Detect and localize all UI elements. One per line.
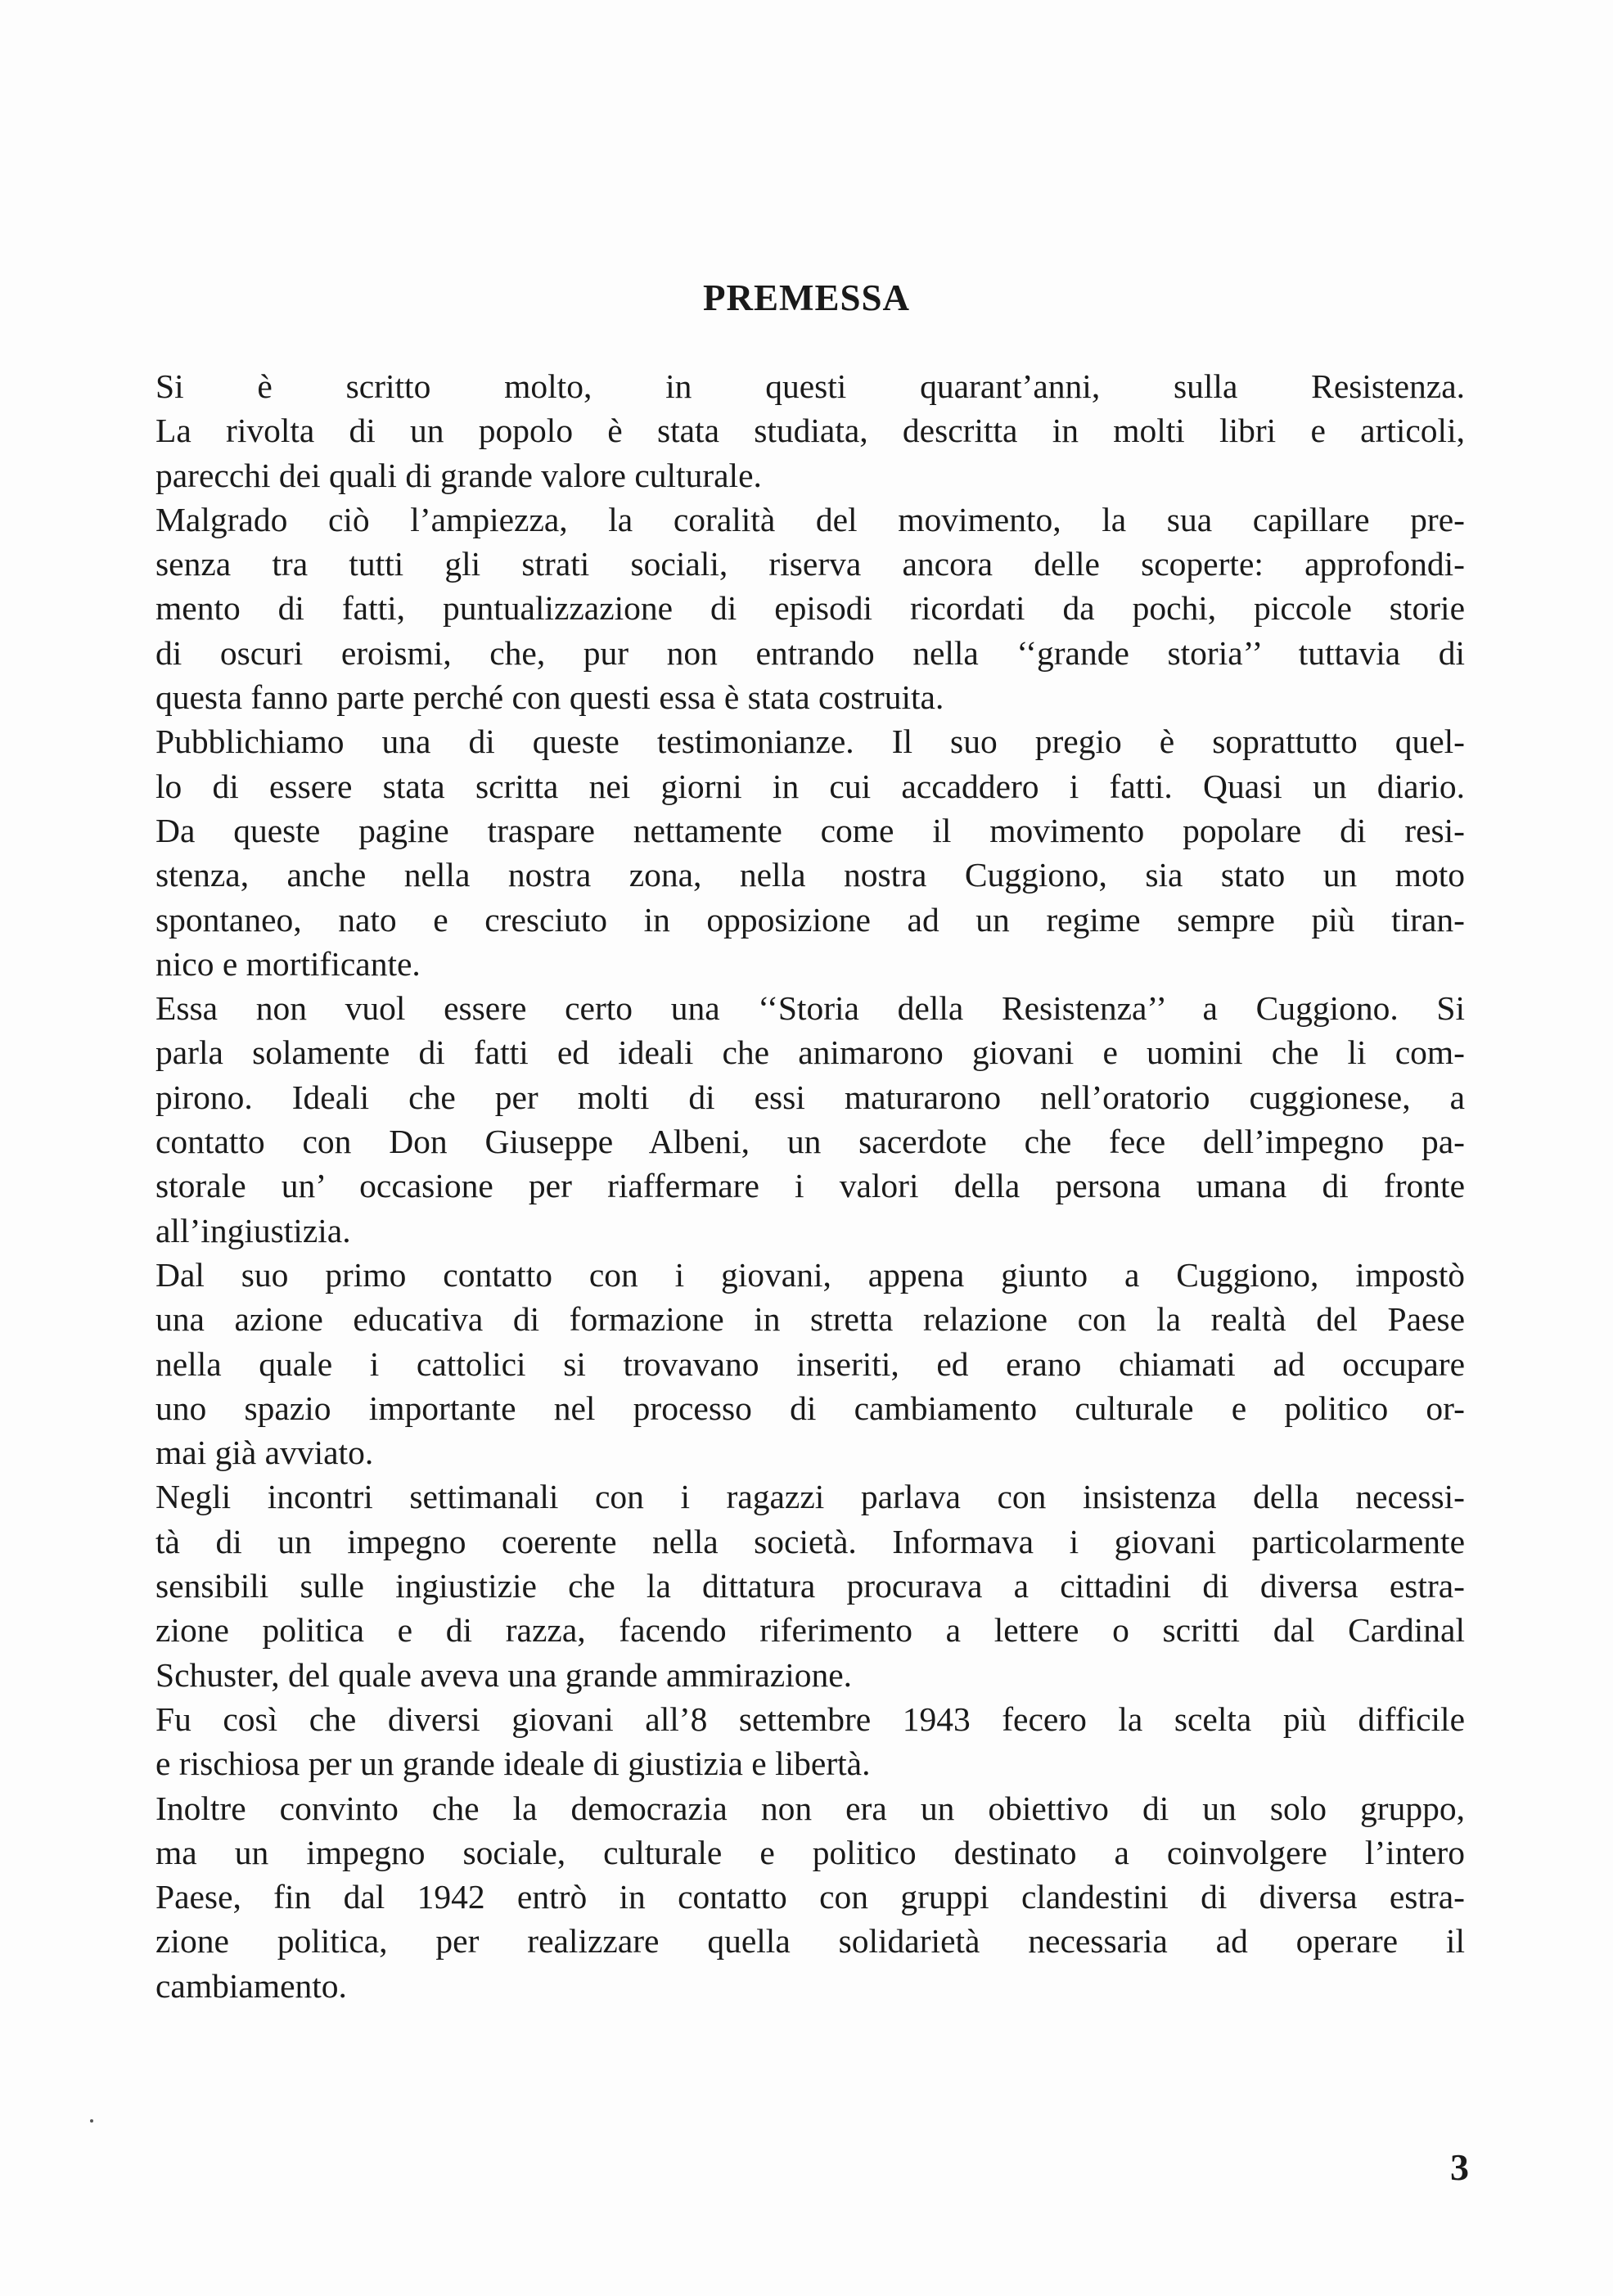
text-line: nella quale i cattolici si trovavano inseriti, ed erano chiamati ad occupare [155, 1344, 1465, 1383]
text-line: uno spazio importante nel processo di cambiamento culturale e politico or- [155, 1389, 1465, 1427]
body-text [155, 364, 1465, 2008]
text-line: di oscuri eroismi, che, pur non entrando nella ‘‘grande storia’’ tuttavia di [155, 633, 1465, 672]
text-line: parecchi dei quali di grande valore culturale. [155, 456, 762, 494]
text-line: mento di fatti, puntualizzazione di episodi ricordati da pochi, piccole storie [155, 589, 1465, 628]
text-line: mai già avviato. [155, 1434, 374, 1472]
text-line: Schuster, del quale aveva una grande ammirazione. [155, 1655, 853, 1694]
text-line: Da queste pagine traspare nettamente come il movimento popolare di resi- [155, 811, 1465, 849]
text-line: sensibili sulle ingiustizie che la dittatura procurava a cittadini di diversa estra- [155, 1567, 1465, 1605]
text-line: questa fanno parte perché con questi essa è stata costruita. [155, 678, 944, 717]
text-line: cambiamento. [155, 1966, 347, 2005]
text-line: lo di essere stata scritta nei giorni in cui accaddero i fatti. Quasi un diario. [155, 767, 1465, 805]
text-line: Fu così che diversi giovani all’8 settembre 1943 fecero la scelta più difficile [155, 1699, 1465, 1738]
text-line: e rischiosa per un grande ideale di giustizia e libertà. [155, 1745, 871, 1783]
scan-speck [90, 2119, 93, 2123]
text-line: Essa non vuol essere certo una ‘‘Storia della Resistenza’’ a Cuggiono. Si [155, 989, 1465, 1028]
page-number: 3 [1450, 2146, 1469, 2188]
text-line: pirono. Ideali che per molti di essi maturarono nell’oratorio cuggionese, a [155, 1078, 1465, 1116]
text-line: Negli incontri settimanali con i ragazzi parlava con insistenza della necessi- [155, 1478, 1465, 1516]
text-line: Paese, fin dal 1942 entrò in contatto con gruppi clandestini di diversa estra- [155, 1878, 1465, 1916]
text-line: nico e mortificante. [155, 944, 421, 983]
text-line: contatto con Don Giuseppe Albeni, un sacerdote che fece dell’impegno pa- [155, 1123, 1465, 1161]
text-line: stenza, anche nella nostra zona, nella nostra Cuggiono, sia stato un moto [155, 856, 1465, 894]
text-line: storale un’ occasione per riaffermare i valori della persona umana di fronte [155, 1167, 1465, 1205]
text-line: tà di un impegno coerente nella società. Informava i giovani particolarmente [155, 1522, 1465, 1560]
text-line: una azione educativa di formazione in stretta relazione con la realtà del Paese [155, 1300, 1465, 1339]
text-line: Si è scritto molto, in questi quarant’anni, sulla Resistenza. [155, 367, 1465, 405]
text-line: spontaneo, nato e cresciuto in opposizione ad un regime sempre più tiran- [155, 900, 1465, 939]
text-line: senza tra tutti gli strati sociali, riserva ancora delle scoperte: approfondi- [155, 545, 1465, 583]
text-line: parla solamente di fatti ed ideali che animarono giovani e uomini che li com- [155, 1033, 1465, 1072]
text-line: Malgrado ciò l’ampiezza, la coralità del movimento, la sua capillare pre- [155, 500, 1465, 538]
text-line: all’ingiustizia. [155, 1211, 351, 1249]
text-line: Dal suo primo contatto con i giovani, appena giunto a Cuggiono, impostò [155, 1255, 1465, 1294]
text-line: Pubblichiamo una di queste testimonianze. Il suo pregio è soprattutto quel- [155, 723, 1465, 761]
text-line: zione politica, per realizzare quella solidarietà necessaria ad operare il [155, 1922, 1465, 1961]
text-line: La rivolta di un popolo è stata studiata, descritta in molti libri e articoli, [155, 412, 1465, 450]
text-line: ma un impegno sociale, culturale e politico destinato a coinvolgere l’intero [155, 1833, 1465, 1871]
page-title: PREMESSA [702, 277, 911, 318]
text-line: Inoltre convinto che la democrazia non era un obiettivo di un solo gruppo, [155, 1789, 1465, 1827]
text-line: zione politica e di razza, facendo riferimento a lettere o scritti dal Cardinal [155, 1611, 1465, 1650]
